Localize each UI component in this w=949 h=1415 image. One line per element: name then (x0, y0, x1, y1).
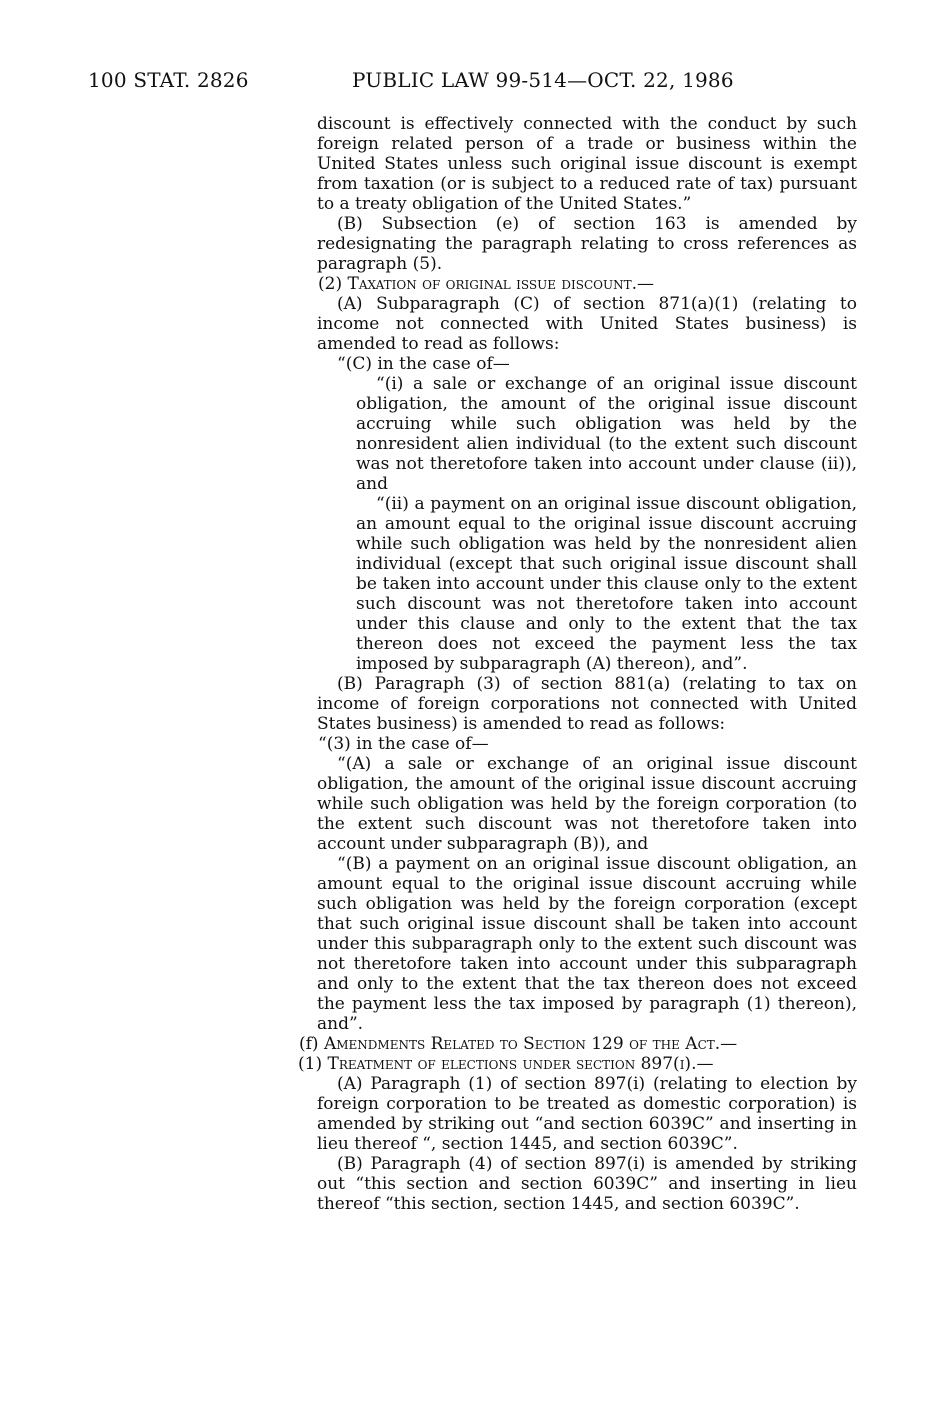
heading-taxation-oid (298, 274, 857, 294)
paragraph-continuation: discount is effectively connected with the conduct by such foreign related person of a trade or business within the United States unless such original issue discount is exempt from taxation (or is subject to a reduced rate of tax) pursuant to a treaty obligation of the United States.” (317, 114, 857, 214)
heading-subsection-f (259, 1034, 857, 1054)
paragraph-subparagraph-a: (A) Subparagraph (C) of section 871(a)(1) (relating to income not connected with United States business) is amended to read as follows: (317, 294, 857, 354)
heading-treatment-of-elections (278, 1054, 857, 1074)
paragraph-amendment-a: (A) Paragraph (1) of section 897(i) (relating to election by foreign corporation to be treated as domestic corporation) is amended by striking out “and section 6039C” and inserting in lieu thereof “, section 1445, and section 6039C”. (317, 1074, 857, 1154)
quoted-clause-i: “(i) a sale or exchange of an original issue discount obligation, the amount of the original issue discount accruing while such obligation was held by the nonresident alien individual (to the extent such discount was not theretofore taken into account under clause (ii)), and (356, 374, 857, 494)
document-body (0, 114, 949, 1214)
quoted-paragraph-3: “(3) in the case of— (318, 734, 489, 754)
paragraph-amendment-b: (B) Paragraph (4) of section 897(i) is amended by striking out “this section and section 6039C” and inserting in lieu thereof “this section, section 1445, and section 6039C”. (317, 1154, 857, 1214)
heading-number: (1) (298, 1054, 328, 1074)
heading-title: Treatment of elections under section 897(i).— (327, 1054, 714, 1074)
quoted-clause-ii: “(ii) a payment on an original issue discount obligation, an amount equal to the original issue discount accruing while such obligation was held by the nonresident alien individual (except that such original issue discount shall be taken into account under this clause only to the extent such discount was not theretofore taken into account under this clause and only to the extent that the tax thereon does not exceed the payment less the tax imposed by subparagraph (A) thereon), and”. (356, 494, 857, 674)
paragraph-subsection-b: (B) Subsection (e) of section 163 is amended by redesignating the paragraph relating to cross references as paragraph (5). (317, 214, 857, 274)
heading-number: (f) (299, 1034, 324, 1054)
heading-title: Amendments Related to Section 129 of the Act.— (323, 1034, 738, 1054)
heading-title: Taxation of original issue discount.— (347, 274, 655, 294)
quoted-subparagraph-a: “(A) a sale or exchange of an original issue discount obligation, the amount of the original issue discount accruing while such obligation was held by the foreign corporation (to the extent such discount was not theretofore taken into account under subparagraph (B)), and (317, 754, 857, 854)
paragraph-subparagraph-b: (B) Paragraph (3) of section 881(a) (relating to tax on income of foreign corporations not connected with United States business) is amended to read as follows: (317, 674, 857, 734)
statute-page-number: 100 STAT. 2826 (88, 68, 249, 92)
public-law-citation: PUBLIC LAW 99-514—OCT. 22, 1986 (352, 68, 734, 92)
quoted-subparagraph-b: “(B) a payment on an original issue discount obligation, an amount equal to the original issue discount accruing while such obligation was held by the foreign corporation (except that such original issue discount shall be taken into account under this subparagraph only to the extent such discount was not theretofore taken into account under this subparagraph and only to the extent that the tax thereon does not exceed the payment less the tax imposed by paragraph (1) thereon), and”. (317, 854, 857, 1034)
quoted-subparagraph-c: “(C) in the case of— (337, 354, 510, 374)
heading-number: (2) (318, 274, 348, 294)
